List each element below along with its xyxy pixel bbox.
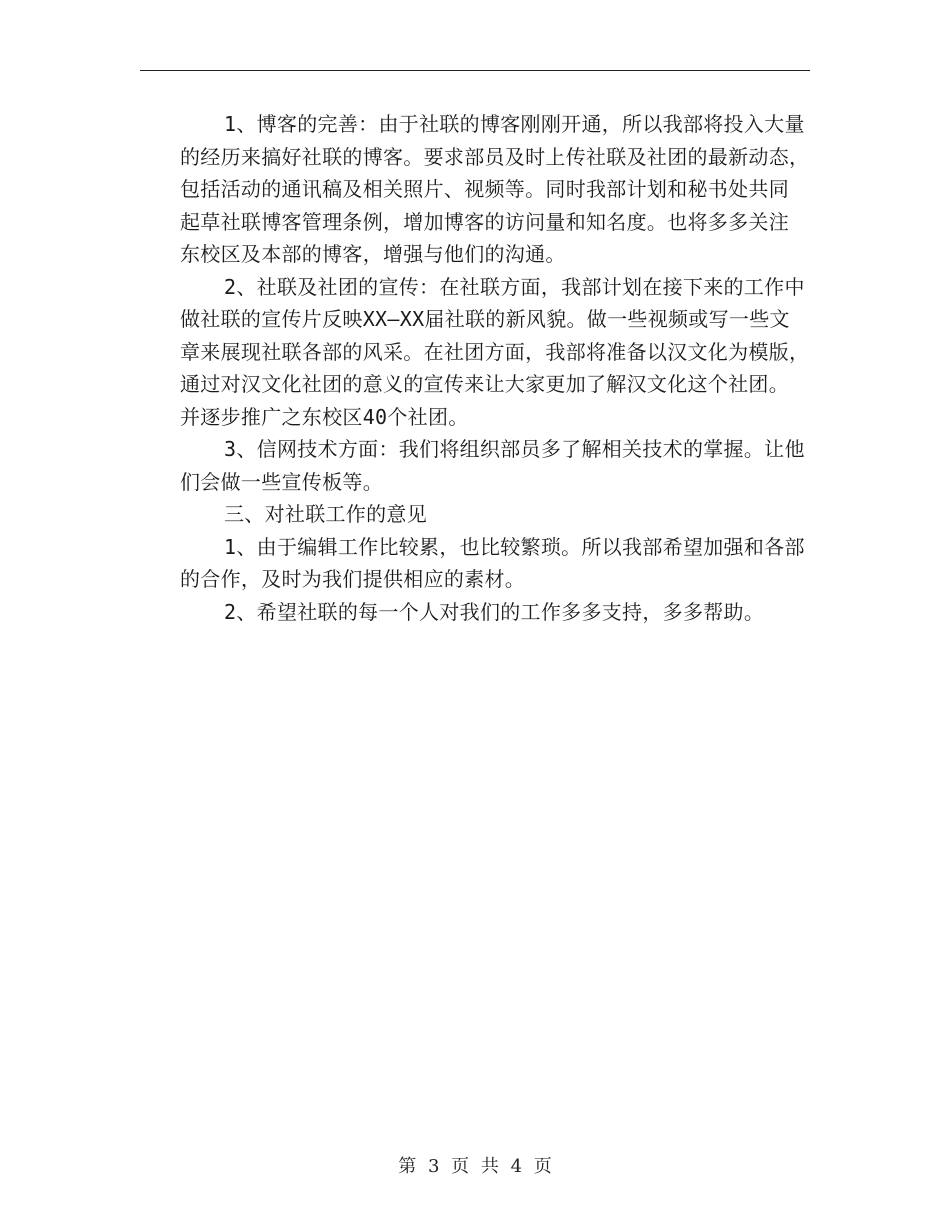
text-line: 2、社联及社团的宣传：在社联方面，我部计划在接下来的工作中 bbox=[224, 274, 805, 299]
footer-total-word: 共 bbox=[480, 1156, 499, 1177]
paragraph-blog bbox=[140, 108, 810, 271]
paragraph-suggestion-2 bbox=[140, 596, 810, 629]
text-line: 做社联的宣传片反映XX—XX届社联的新风貌。做一些视频或写一些文 bbox=[180, 307, 790, 331]
text-line: 的合作，及时为我们提供相应的素材。 bbox=[180, 567, 526, 591]
footer-suffix: 页 bbox=[533, 1156, 552, 1177]
text-line: 1、博客的完善：由于社联的博客刚刚开通，所以我部将投入大量 bbox=[224, 112, 805, 136]
paragraph-tech bbox=[140, 433, 810, 498]
text-line: 2、希望社联的每一个人对我们的工作多多支持，多多帮助。 bbox=[224, 599, 765, 624]
document-body bbox=[140, 108, 810, 628]
text-line: 章来展现社联各部的风采。在社团方面，我部将准备以汉文化为模版， bbox=[180, 339, 810, 364]
text-line: 起草社联博客管理条例，增加博客的访问量和知名度。也将多多关注 bbox=[180, 209, 789, 234]
text-line: 东校区及本部的博客，增强与他们的沟通。 bbox=[180, 242, 566, 266]
footer-total-pages: 4 bbox=[510, 1156, 523, 1177]
footer-prefix: 第 bbox=[398, 1156, 417, 1177]
section-heading-suggestions bbox=[140, 498, 810, 531]
paragraph-suggestion-1 bbox=[140, 531, 810, 596]
header-rule bbox=[140, 70, 810, 71]
text-line: 通过对汉文化社团的意义的宣传来让大家更加了解汉文化这个社团。 bbox=[180, 372, 789, 396]
footer-current-page: 3 bbox=[427, 1156, 440, 1177]
footer-page-word: 页 bbox=[451, 1156, 470, 1177]
text-line: 的经历来搞好社联的博客。要求部员及时上传社联及社团的最新动态， bbox=[180, 144, 810, 169]
text-line: 包括活动的通讯稿及相关照片、视频等。同时我部计划和秘书处共同 bbox=[180, 177, 789, 201]
text-line: 1、由于编辑工作比较累，也比较繁琐。所以我部希望加强和各部 bbox=[224, 534, 805, 559]
text-line: 3、信网技术方面：我们将组织部员多了解相关技术的掌握。让他 bbox=[224, 437, 805, 461]
page-footer bbox=[0, 1152, 950, 1178]
text-line: 并逐步推广之东校区40个社团。 bbox=[180, 404, 469, 429]
paragraph-publicity bbox=[140, 271, 810, 434]
section-heading: 三、对社联工作的意见 bbox=[224, 502, 427, 526]
text-line: 们会做一些宣传板等。 bbox=[180, 469, 383, 494]
